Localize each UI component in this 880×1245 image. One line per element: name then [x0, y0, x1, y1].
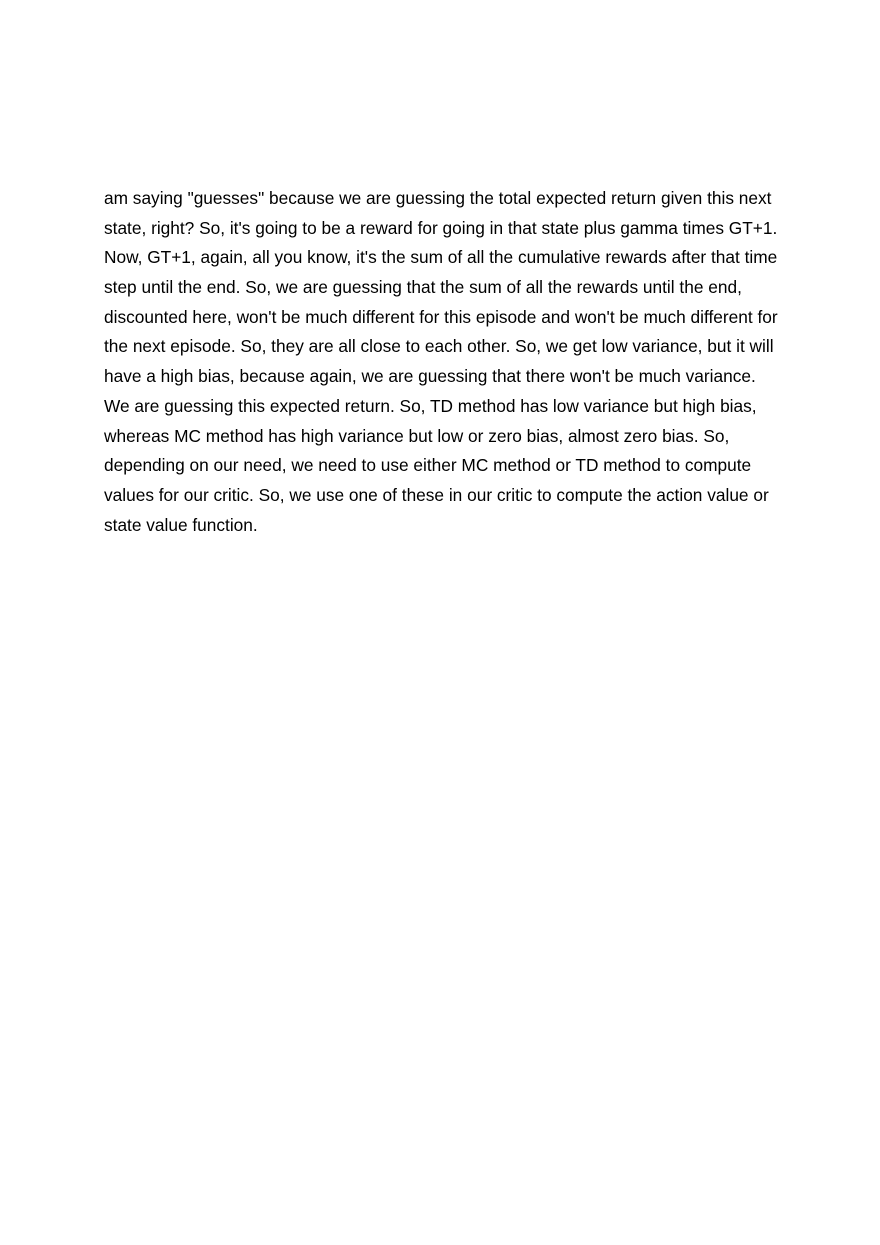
text-line: step until the end. So, we are guessing that the sum of all the rewards until the end,	[104, 277, 742, 298]
text-line: discounted here, won't be much different for this episode and won't be much different for	[104, 306, 778, 327]
body-paragraph	[104, 184, 794, 540]
text-line: have a high bias, because again, we are guessing that there won't be much variance.	[104, 366, 756, 387]
text-line: am saying "guesses" because we are guessing the total expected return given this next	[104, 188, 772, 208]
text-line: depending on our need, we need to use either MC method or TD method to compute	[104, 455, 752, 476]
text-line: state, right? So, it's going to be a reward for going in that state plus gamma times GT+1.	[104, 217, 778, 238]
text-line: We are guessing this expected return. So, TD method has low variance but high bias,	[104, 395, 757, 416]
text-line: state value function.	[104, 514, 258, 535]
text-line: the next episode. So, they are all close to each other. So, we get low variance, but it will	[104, 336, 774, 357]
text-line: Now, GT+1, again, all you know, it's the sum of all the cumulative rewards after that time	[104, 247, 778, 268]
text-line: values for our critic. So, we use one of these in our critic to compute the action value or	[104, 484, 769, 505]
text-line: whereas MC method has high variance but low or zero bias, almost zero bias. So,	[104, 425, 730, 446]
